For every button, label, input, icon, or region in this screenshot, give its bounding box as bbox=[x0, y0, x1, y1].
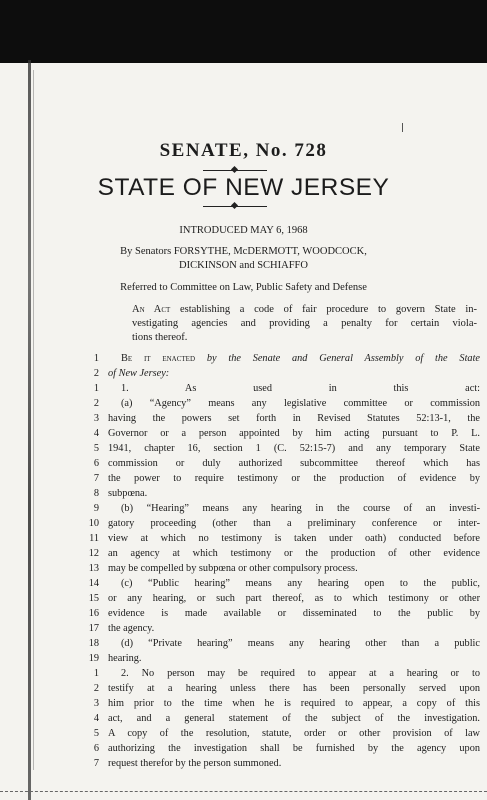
line-text: may be compelled by subpœna or other compulsory process. bbox=[108, 563, 358, 574]
line-number: 4 bbox=[93, 428, 99, 439]
enact-lead: Be it enacted bbox=[121, 353, 196, 364]
bill-line bbox=[93, 741, 480, 756]
bill-line bbox=[88, 606, 480, 621]
line-text: request therefor by the person summoned. bbox=[108, 758, 282, 769]
line-number: 10 bbox=[88, 518, 99, 529]
line-number: 7 bbox=[93, 473, 99, 484]
bill-number: SENATE, No. 728 bbox=[159, 140, 328, 161]
line-number: 6 bbox=[93, 743, 99, 754]
line-number: 1 bbox=[93, 383, 99, 394]
line-text: A copy of the resolution, statute, order or other provision of law bbox=[108, 728, 480, 739]
bill-line bbox=[93, 396, 480, 411]
scan-left-edge bbox=[28, 60, 31, 800]
act-title-line-1: establishing a code of fair procedure to govern State in- bbox=[170, 304, 478, 315]
line-text: an agency at which testimony or the production of other evidence bbox=[108, 548, 480, 559]
sponsors-line-1: By Senators FORSYTHE, McDERMOTT, WOODCOCK, bbox=[120, 246, 367, 257]
bill-line bbox=[88, 651, 480, 666]
sponsors-line-2: DICKINSON and SCHIAFFO bbox=[179, 260, 308, 271]
line-number: 18 bbox=[88, 638, 99, 649]
line-number: 19 bbox=[88, 653, 99, 664]
line-number: 3 bbox=[93, 698, 99, 709]
line-text: the power to require testimony or the production of evidence by bbox=[108, 473, 480, 484]
enacting-clause bbox=[93, 351, 481, 366]
act-title-line-2: vestigating agencies and providing a penalty for certain viola- bbox=[132, 318, 477, 329]
line-number: 13 bbox=[88, 563, 99, 574]
scan-mark bbox=[402, 123, 403, 132]
line-number: 14 bbox=[88, 578, 99, 589]
line-number: 2 bbox=[93, 368, 99, 379]
line-text: gatory proceeding (other than a preliminary conference or inter- bbox=[108, 518, 480, 529]
line-text: view at which no testimony is taken under oath) conducted before bbox=[108, 533, 480, 544]
line-number: 4 bbox=[93, 713, 99, 724]
line-text: or any hearing, or such part thereof, as to which testimony or other bbox=[108, 593, 480, 604]
state-heading: STATE OF NEW JERSEY bbox=[97, 174, 390, 201]
line-number: 6 bbox=[93, 458, 99, 469]
bill-line bbox=[93, 426, 480, 441]
enacting-clause-line-2 bbox=[93, 366, 480, 381]
line-number: 2 bbox=[93, 398, 99, 409]
line-text: (c) “Public hearing” means any hearing open to the public, bbox=[121, 578, 480, 589]
act-title-line-3: tions thereof. bbox=[132, 332, 188, 343]
line-number: 8 bbox=[93, 488, 99, 499]
introduced-date: INTRODUCED MAY 6, 1968 bbox=[179, 225, 308, 236]
committee-referral: Referred to Committee on Law, Public Safety and Defense bbox=[120, 282, 367, 293]
line-number: 5 bbox=[93, 443, 99, 454]
line-number: 17 bbox=[88, 623, 99, 634]
bill-line bbox=[93, 666, 480, 681]
line-number: 5 bbox=[93, 728, 99, 739]
bill-line bbox=[88, 621, 480, 636]
bill-line bbox=[93, 381, 480, 396]
ornament-rule-bottom bbox=[203, 203, 267, 211]
bill-line bbox=[89, 531, 480, 546]
line-text: (b) “Hearing” means any hearing in the course of an investi- bbox=[121, 503, 480, 514]
bill-line bbox=[88, 576, 480, 591]
bill-line bbox=[93, 486, 480, 501]
bill-line bbox=[93, 726, 480, 741]
scan-bottom-edge bbox=[0, 791, 487, 792]
enact-rest: by the Senate and General Assembly of the State bbox=[195, 353, 481, 364]
bill-body bbox=[88, 351, 481, 771]
act-title bbox=[132, 303, 477, 345]
line-text: Governor or a person appointed by him acting pursuant to P. L. bbox=[108, 428, 480, 439]
line-text: 2. No person may be required to appear at a hearing or to bbox=[121, 668, 480, 679]
bill-line bbox=[93, 681, 480, 696]
line-text: testify at a hearing unless there has been personally served upon bbox=[108, 683, 480, 694]
line-text: evidence is made available or disseminated to the public by bbox=[108, 608, 480, 619]
line-number: 9 bbox=[93, 503, 99, 514]
bill-line bbox=[93, 711, 480, 726]
line-text: him prior to the time when he is required to appear, a copy of this bbox=[108, 698, 480, 709]
bill-line bbox=[88, 561, 480, 576]
bill-line bbox=[88, 516, 480, 531]
line-number: 15 bbox=[88, 593, 99, 604]
line-text: act, and a general statement of the subject of the investigation. bbox=[108, 713, 480, 724]
line-text: (d) “Private hearing” means any hearing other than a public bbox=[121, 638, 480, 649]
line-number: 11 bbox=[89, 533, 99, 544]
scan-top-border bbox=[0, 0, 487, 63]
line-number: 3 bbox=[93, 413, 99, 424]
line-number: 1 bbox=[93, 353, 99, 364]
bill-line bbox=[93, 756, 480, 771]
line-text: hearing. bbox=[108, 653, 142, 664]
line-text: (a) “Agency” means any legislative committee or commission bbox=[121, 398, 480, 409]
sponsors bbox=[0, 245, 487, 273]
line-number: 1 bbox=[93, 668, 99, 679]
bill-line bbox=[93, 411, 480, 426]
line-number: 16 bbox=[88, 608, 99, 619]
line-number: 2 bbox=[93, 683, 99, 694]
bill-line bbox=[88, 636, 480, 651]
bill-line bbox=[88, 591, 480, 606]
bill-line bbox=[93, 501, 480, 516]
line-text: commission or duly authorized subcommittee thereof which has bbox=[108, 458, 480, 469]
bill-line bbox=[93, 456, 480, 471]
line-text: 1. As used in this act: bbox=[121, 383, 480, 394]
line-text: having the powers set forth in Revised Statutes 52:13-1, the bbox=[108, 413, 480, 424]
line-number: 7 bbox=[93, 758, 99, 769]
enact-line-2: of New Jersey: bbox=[108, 368, 170, 379]
act-word: An Act bbox=[132, 304, 171, 315]
bill-line bbox=[88, 546, 480, 561]
bill-line bbox=[93, 696, 480, 711]
bill-line bbox=[93, 471, 480, 486]
line-text: subpœna. bbox=[108, 488, 148, 499]
line-text: 1941, chapter 16, section 1 (C. 52:15-7) and any temporary State bbox=[108, 443, 480, 454]
bill-line bbox=[93, 441, 480, 456]
line-text: authorizing the investigation shall be furnished by the agency upon bbox=[108, 743, 480, 754]
line-number: 12 bbox=[88, 548, 99, 559]
line-text: the agency. bbox=[108, 623, 155, 634]
